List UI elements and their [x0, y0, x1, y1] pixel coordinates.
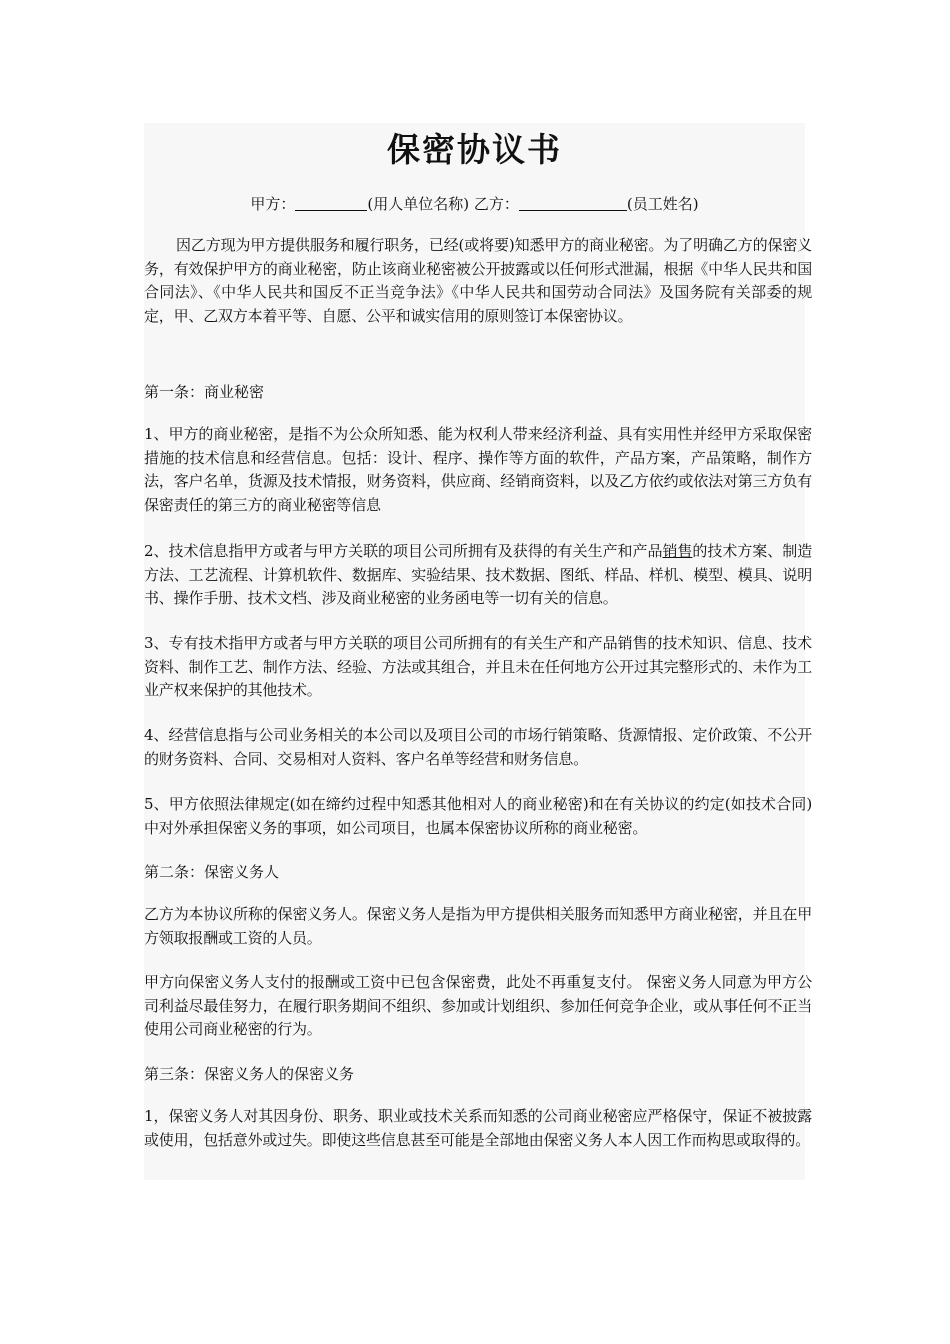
sales-link[interactable]: 销售 [662, 542, 693, 560]
article3-heading: 第三条：保密义务人的保密义务 [144, 1065, 355, 1083]
article1-item5: 5、甲方依照法律规定(如在缔约过程中知悉其他相对人的商业秘密)和在有关协议的约定(如技术合同)中对外承担保密义务的事项，如公司项目，也属本保密协议所称的商业秘密。 [144, 795, 812, 837]
article1-item2 [144, 540, 812, 611]
article2-heading: 第二条：保密义务人 [144, 863, 280, 881]
article3-item1: 1，保密义务人对其因身份、职务、职业或技术关系而知悉的公司商业秘密应严格保守，保证不被披露或使用，包括意外或过失。即使这些信息甚至可能是全部地由保密义务人本人因工作而构思或取得的。 [144, 1107, 812, 1149]
article2-paragraph2: 甲方向保密义务人支付的报酬或工资中已包含保密费，此处不再重复支付。 保密义务人同意为甲方公司利益尽最佳努力，在履行职务期间不组织、参加或计划组织、参加任何竞争企业，或从事任何不正当使用公司商业秘密的行为。 [144, 973, 812, 1038]
party-a-hint: (用人单位名称) [367, 195, 470, 213]
party-b-label: 乙方： [473, 195, 519, 213]
article1-item2-text-start: 2、技术信息指甲方或者与甲方关联的项目公司所拥有及获得的有关生产和产品 [144, 542, 663, 560]
article2-paragraph1: 乙方为本协议所称的保密义务人。保密义务人是指为甲方提供相关服务而知悉甲方商业秘密，并且在甲方领取报酬或工资的人员。 [144, 905, 812, 947]
preamble-paragraph: 因乙方现为甲方提供服务和履行职务，已经(或将要)知悉甲方的商业秘密。为了明确乙方的保密义务，有效保护甲方的商业秘密，防止该商业秘密被公开披露或以任何形式泄漏，根据《中华人民共和国合同法》、《中华人民共和国反不正当竞争法》《中华人民共和国劳动合同法》及国务院有关部委的规定，甲、乙双方本着平等、自愿、公平和诚实信用的原则签订本保密协议。 [144, 236, 812, 325]
parties-line [144, 193, 805, 215]
party-b-blank [519, 196, 627, 211]
article1-item2-text-end: 的技术方案、制造方法、工艺流程、计算机软件、数据库、实验结果、技术数据、图纸、样品、样机、模型、模具、说明书、操作手册、技术文档、涉及商业秘密的业务函电等一切有关的信息。 [144, 542, 812, 607]
party-b-hint: (员工姓名) [626, 195, 699, 213]
party-a-label: 甲方： [250, 195, 296, 213]
article1-item4: 4、经营信息指与公司业务相关的本公司以及项目公司的市场行销策略、货源情报、定价政策、不公开的财务资料、合同、交易相对人资料、客户名单等经营和财务信息。 [144, 726, 812, 768]
article1-item3: 3、专有技术指甲方或者与甲方关联的项目公司所拥有的有关生产和产品销售的技术知识、信息、技术资料、制作工艺、制作方法、经验、方法或其组合，并且未在任何地方公开过其完整形式的、未作为工业产权来保护的其他技术。 [144, 634, 812, 699]
document-title: 保密协议书 [387, 130, 562, 169]
party-a-blank [295, 196, 367, 211]
article1-item1: 1、甲方的商业秘密，是指不为公众所知悉、能为权利人带来经济利益、具有实用性并经甲方采取保密措施的技术信息和经营信息。包括：设计、程序、操作等方面的软件，产品方案，产品策略，制作方法，客户名单，货源及技术情报，财务资料，供应商、经销商资料，以及乙方依约或依法对第三方负有保密责任的第三方的商业秘密等信息 [144, 425, 812, 514]
article1-heading: 第一条：商业秘密 [144, 383, 265, 401]
